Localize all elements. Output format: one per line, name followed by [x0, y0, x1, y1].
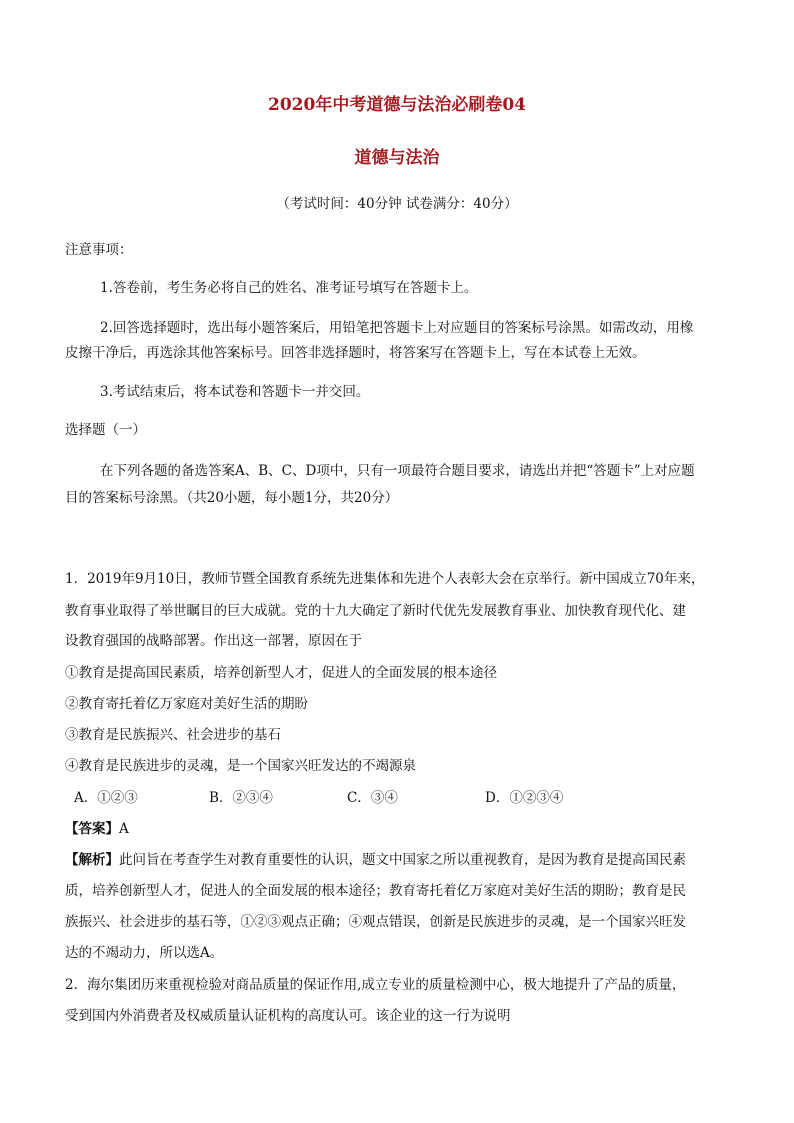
question-1-statement-1: ①教育是提高国民素质，培养创新型人才，促进人的全面发展的根本途径	[65, 665, 497, 681]
option-d: D．①②③④	[485, 790, 564, 806]
answer-value: A	[119, 821, 129, 837]
notice-heading: 注意事项：	[65, 242, 133, 258]
analysis-line-2: 质，培养创新型人才，促进人的全面发展的根本途径；教育寄托着亿万家庭对美好生活的期盼；教育是民	[65, 883, 686, 899]
section-heading: 选择题（一）	[65, 422, 146, 438]
section-instruction-line-2: 目的答案标号涂黑。（共20小题，每小题1分，共20分）	[65, 490, 399, 506]
question-1-line-1: 1．2019年9月10日，教师节暨全国教育系统先进集体和先进个人表彰大会在京举行。新中国成立70年来，	[65, 571, 705, 587]
analysis-text-1: 此问旨在考查学生对教育重要性的认识，题文中国家之所以重视教育，是因为教育是提高国民素	[119, 852, 686, 868]
document-title: 2020年中考道德与法治必刷卷04	[268, 95, 526, 115]
exam-info: （考试时间：40分钟 试卷满分：40分）	[276, 196, 518, 212]
question-1-statement-2: ②教育寄托着亿万家庭对美好生活的期盼	[65, 696, 308, 712]
notice-item-2-line-2: 皮擦干净后，再选涂其他答案标号。回答非选择题时，将答案写在答题卡上，写在本试卷上无效。	[65, 345, 646, 361]
option-b: B．②③④	[209, 790, 273, 806]
analysis-line-1	[65, 848, 686, 868]
question-1-line-3: 设教育强国的战略部署。作出这一部署，原因在于	[65, 633, 362, 649]
question-2-line-1: 2．海尔集团历来重视检验对商品质量的保证作用,成立专业的质量检测中心，极大地提升了产品的质量，	[65, 977, 686, 993]
analysis-line-3: 族振兴、社会进步的基石等，①②③观点正确；④观点错误，创新是民族进步的灵魂，是一个国家兴旺发	[65, 914, 686, 930]
option-a: A．①②③	[74, 790, 138, 806]
option-c: C．③④	[347, 790, 398, 806]
analysis-line-4: 达的不竭动力，所以选A。	[65, 945, 224, 961]
notice-item-3: 3.考试结束后，将本试卷和答题卡一并交回。	[100, 384, 370, 400]
answer-label: 【答案】	[65, 821, 119, 837]
question-1-line-2: 教育事业取得了举世瞩目的巨大成就。党的十九大确定了新时代优先发展教育事业、加快教育现代化、建	[65, 603, 686, 619]
notice-item-2-line-1: 2.回答选择题时，选出每小题答案后，用铅笔把答题卡上对应题目的答案标号涂黑。如需改动，用橡	[100, 320, 694, 336]
analysis-label: 【解析】	[65, 852, 119, 868]
notice-item-1: 1.答卷前，考生务必将自己的姓名、准考证号填写在答题卡上。	[100, 280, 478, 296]
subject-title: 道德与法治	[354, 148, 440, 168]
answer-line	[65, 817, 129, 837]
question-1-statement-4: ④教育是民族进步的灵魂，是一个国家兴旺发达的不竭源泉	[65, 758, 416, 774]
question-1-options	[74, 786, 674, 806]
question-1-statement-3: ③教育是民族振兴、社会进步的基石	[65, 727, 281, 743]
question-2-line-2: 受到国内外消费者及权威质量认证机构的高度认可。该企业的这一行为说明	[65, 1008, 511, 1024]
section-instruction-line-1: 在下列各题的备选答案A、B、C、D项中，只有一项最符合题目要求，请选出并把“答题卡”上对应题	[100, 463, 695, 479]
